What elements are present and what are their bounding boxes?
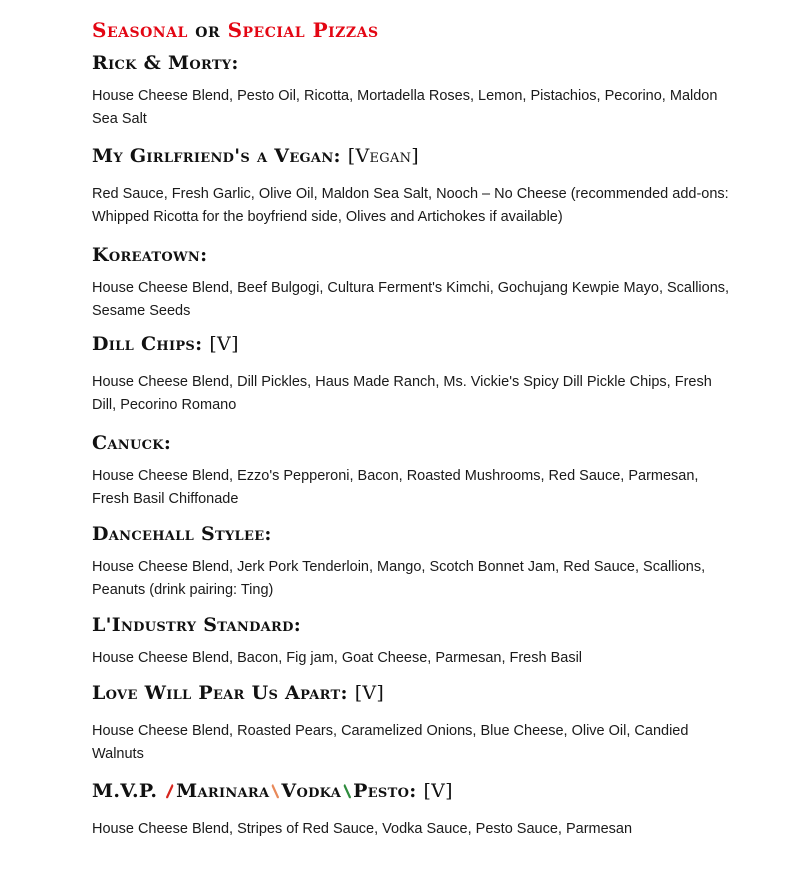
- pizza-item-mvp: [92, 778, 732, 841]
- pizza-name: Dill Chips: [V]: [92, 333, 239, 355]
- pizza-description: House Cheese Blend, Ezzo's Pepperoni, Bacon, Roasted Mushrooms, Red Sauce, Parmesan, Fresh Basil Chiffonade: [92, 468, 699, 507]
- pizza-item: [92, 242, 732, 322]
- menu-page: [92, 14, 732, 837]
- red-chili-icon: [165, 783, 175, 799]
- pizza-description: House Cheese Blend, Pesto Oil, Ricotta, Mortadella Roses, Lemon, Pistachios, Pecorino, Maldon Sea Salt: [92, 88, 718, 127]
- pizza-item: [92, 680, 732, 765]
- pizza-name: Canuck:: [92, 432, 172, 454]
- pizza-name: M.V.P. Marinara Vodka Pesto: [V]: [92, 780, 453, 802]
- page-title: [92, 14, 732, 46]
- pizza-item: [92, 521, 732, 601]
- pizza-description: House Cheese Blend, Bacon, Fig jam, Goat Cheese, Parmesan, Fresh Basil: [92, 650, 583, 666]
- title-or: or: [195, 18, 221, 42]
- pizza-name: Rick & Morty:: [92, 52, 239, 74]
- pizza-name: Dancehall Stylee:: [92, 523, 272, 545]
- pizza-name: My Girlfriend's a Vegan: [Vegan]: [92, 145, 420, 167]
- pizza-description: Red Sauce, Fresh Garlic, Olive Oil, Maldon Sea Salt, Nooch – No Cheese (recommended add-ons: Whipped Ricotta for the boyfriend side, Olives and Artichokes if available): [92, 186, 729, 225]
- title-special-pizzas: Special Pizzas: [227, 18, 379, 42]
- pizza-name: L'Industry Standard:: [92, 614, 302, 636]
- green-chili-icon: [342, 783, 352, 799]
- pizza-description: House Cheese Blend, Roasted Pears, Caramelized Onions, Blue Cheese, Olive Oil, Candied Walnuts: [92, 723, 689, 762]
- pizza-name: Love Will Pear Us Apart: [V]: [92, 682, 385, 704]
- pizza-item: [92, 143, 732, 228]
- pizza-item: [92, 50, 732, 130]
- pizza-description: House Cheese Blend, Jerk Pork Tenderloin, Mango, Scotch Bonnet Jam, Red Sauce, Scallions, Peanuts (drink pairing: Ting): [92, 559, 706, 598]
- pizza-name: Koreatown:: [92, 244, 208, 266]
- title-seasonal: Seasonal: [92, 18, 188, 42]
- pizza-description: House Cheese Blend, Stripes of Red Sauce, Vodka Sauce, Pesto Sauce, Parmesan: [92, 821, 633, 837]
- pizza-item: [92, 331, 732, 416]
- orange-chili-icon: [270, 783, 280, 799]
- pizza-item: [92, 430, 732, 510]
- pizza-item: [92, 612, 732, 670]
- pizza-description: House Cheese Blend, Beef Bulgogi, Cultura Ferment's Kimchi, Gochujang Kewpie Mayo, Scallions, Sesame Seeds: [92, 280, 730, 319]
- pizza-description: House Cheese Blend, Dill Pickles, Haus Made Ranch, Ms. Vickie's Spicy Dill Pickle Chips, Fresh Dill, Pecorino Romano: [92, 374, 712, 413]
